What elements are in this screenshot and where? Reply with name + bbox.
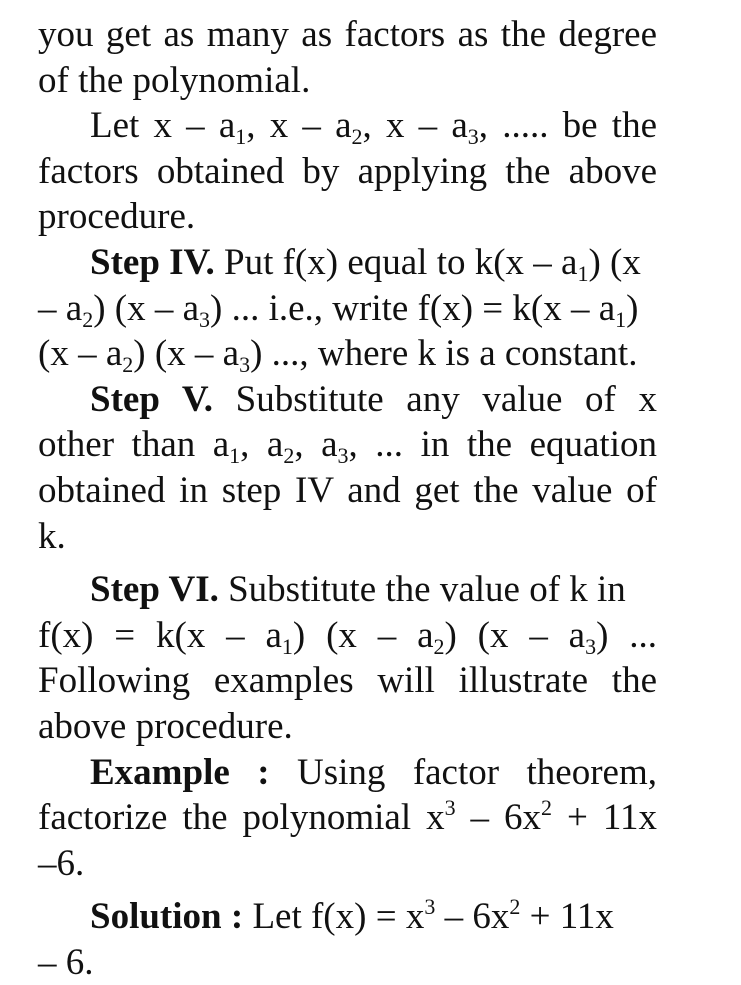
- subscript-1: 1: [577, 260, 589, 286]
- step6-line-3: [38, 658, 657, 704]
- example-text: factorize the polynomial x: [38, 797, 445, 839]
- step6-line-4: [38, 704, 657, 750]
- step5-text: obtained in step IV and get the value of: [38, 469, 657, 511]
- step5-line-4: [38, 514, 657, 560]
- step4-text: ): [626, 287, 639, 329]
- factors-text: , x – a: [246, 105, 352, 147]
- step5-label: Step V.: [90, 378, 214, 420]
- factors-text: procedure.: [38, 196, 196, 238]
- step6-text: f(x) = k(x – a: [38, 614, 282, 656]
- step4-text: ) ... i.e., write f(x) = k(x – a: [210, 287, 616, 329]
- step4-text: – a: [38, 287, 83, 329]
- step6-text: above procedure.: [38, 705, 293, 747]
- intro-line-1: [38, 12, 657, 58]
- step5-text: , a: [240, 424, 284, 466]
- factors-text: , x – a: [362, 105, 468, 147]
- solution-text: – 6x: [435, 896, 510, 938]
- factors-line-3: [38, 194, 657, 240]
- step5-text: Substitute any value of x: [213, 378, 657, 420]
- factors-line-1: [38, 103, 657, 149]
- step5-text: k.: [38, 515, 66, 557]
- intro-line-2: [38, 58, 657, 104]
- example-text: – 6x: [455, 797, 542, 839]
- example-label: Example :: [90, 751, 270, 793]
- subscript-3: 3: [239, 352, 251, 378]
- superscript-2: 2: [509, 894, 521, 920]
- step4-line-2: [38, 286, 657, 332]
- superscript-2: 2: [541, 795, 553, 821]
- step6-text: ) (x – a: [444, 614, 586, 656]
- step6-text: Substitute the value of k in: [218, 569, 626, 611]
- solution-line-2: [38, 940, 657, 985]
- step4-text: ) (x: [588, 241, 641, 283]
- solution-text: + 11x: [520, 896, 614, 938]
- subscript-2: 2: [82, 306, 94, 332]
- step6-label: Step VI.: [90, 569, 219, 611]
- step5-text: other than a: [38, 424, 230, 466]
- step5-line-2: [38, 422, 657, 468]
- step6-text: ) (x – a: [292, 614, 434, 656]
- subscript-2: 2: [351, 124, 363, 150]
- step5-text: , ... in the equation: [348, 424, 657, 466]
- intro-text-2: of the polynomial.: [38, 59, 311, 101]
- superscript-3: 3: [424, 894, 436, 920]
- subscript-3: 3: [467, 124, 479, 150]
- step4-label: Step IV.: [90, 241, 215, 283]
- subscript-3: 3: [199, 306, 211, 332]
- subscript-3: 3: [337, 443, 349, 469]
- step4-line-1: [38, 240, 657, 286]
- superscript-3: 3: [444, 795, 456, 821]
- subscript-3: 3: [585, 633, 597, 659]
- example-line-2: [38, 795, 657, 841]
- subscript-1: 1: [615, 306, 627, 332]
- step6-text: ) ...: [596, 614, 657, 656]
- solution-label: Solution :: [90, 896, 244, 938]
- solution-text: – 6.: [38, 941, 94, 983]
- solution-text: Let f(x) = x: [243, 896, 425, 938]
- step6-line-1: [38, 567, 657, 613]
- step4-text: ) (x – a: [133, 333, 240, 375]
- factors-text: , ..... be the: [478, 105, 657, 147]
- example-line-1: [38, 750, 657, 796]
- example-text: + 11x: [552, 797, 658, 839]
- subscript-1: 1: [235, 124, 247, 150]
- subscript-1: 1: [281, 633, 293, 659]
- step6-line-2: [38, 613, 657, 659]
- factors-text: factors obtained by applying the above: [38, 150, 657, 192]
- step6-text: Following examples will illustrate the: [38, 660, 657, 702]
- step4-text: Put f(x) equal to k(x – a: [214, 241, 578, 283]
- subscript-2: 2: [122, 352, 134, 378]
- subscript-1: 1: [229, 443, 241, 469]
- factors-text: Let x – a: [90, 105, 236, 147]
- example-line-3: [38, 841, 657, 887]
- solution-line-1: [38, 894, 657, 940]
- example-text: Using factor theorem,: [269, 751, 657, 793]
- subscript-2: 2: [433, 633, 445, 659]
- step4-text: ) ..., where k is a constant.: [250, 333, 638, 375]
- step5-text: , a: [294, 424, 338, 466]
- step4-text: ) (x – a: [93, 287, 200, 329]
- example-text: –6.: [38, 842, 85, 884]
- factors-line-2: [38, 149, 657, 195]
- step5-line-3: [38, 468, 657, 514]
- intro-text-1: you get as many as factors as the degree: [38, 14, 657, 55]
- subscript-2: 2: [283, 443, 295, 469]
- step4-text: (x – a: [38, 333, 123, 375]
- step5-line-1: [38, 377, 657, 423]
- step4-line-3: [38, 331, 657, 377]
